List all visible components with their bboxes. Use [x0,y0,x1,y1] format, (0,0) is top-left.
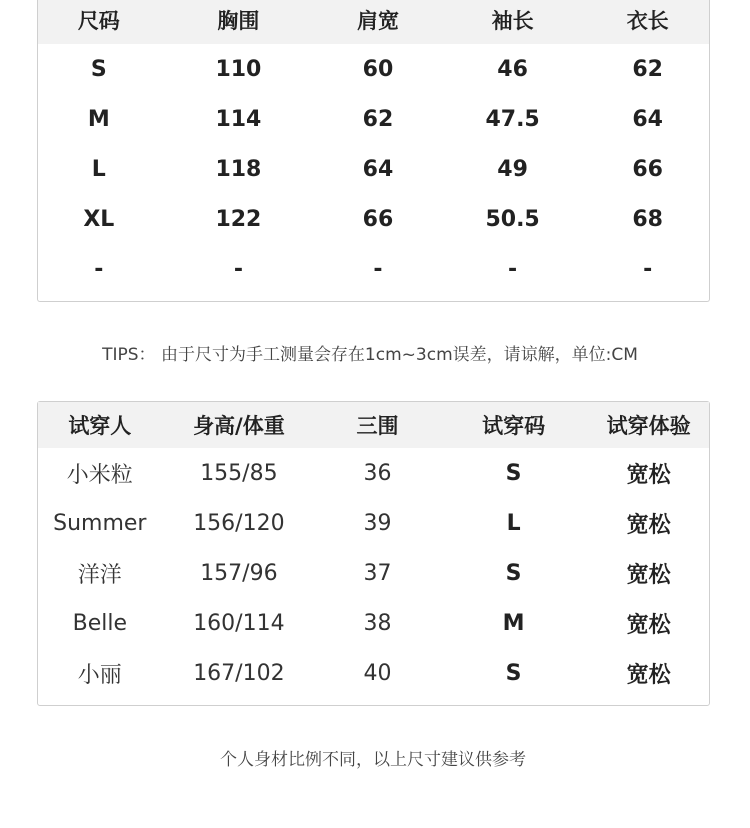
table-row [38,598,709,648]
cell-fit-experience: 宽松 [626,512,671,538]
header-height-weight: 身高/体重 [193,414,285,438]
table-row [38,244,709,294]
table-row [38,144,709,194]
cell-shoulder: 60 [362,56,394,82]
size-chart-table [37,0,710,302]
cell-length: 62 [632,56,663,82]
cell-chest: 118 [215,156,262,182]
cell-chest: - [233,256,243,282]
tryon-table [37,401,710,706]
cell-tester: Summer [53,510,147,536]
cell-fit-experience: 宽松 [626,562,671,588]
reference-note: 个人身材比例不同，以上尺寸建议供参考 [220,750,526,770]
table-row [38,498,709,548]
header-tryon-size: 试穿码 [482,414,546,438]
header-fit-experience: 试穿体验 [606,414,691,438]
cell-fit-experience: 宽松 [626,662,671,688]
cell-tester: 小米粒 [66,462,133,488]
header-shoulder: 肩宽 [356,9,399,33]
cell-size: S [90,56,107,82]
table-row [38,194,709,244]
table-row [38,648,709,698]
cell-sleeve: - [508,256,518,282]
cell-measurements: 38 [363,610,392,636]
cell-height-weight: 157/96 [200,560,278,586]
cell-measurements: 37 [363,560,392,586]
cell-length: 64 [632,106,663,132]
cell-chest: 114 [215,106,262,132]
cell-measurements: 39 [363,510,392,536]
cell-measurements: 36 [363,460,392,486]
cell-chest: 122 [215,206,262,232]
cell-tryon-size: M [502,610,525,636]
cell-sleeve: 49 [497,156,528,182]
cell-length: 66 [632,156,663,182]
table-row [38,94,709,144]
cell-tryon-size: S [505,460,522,486]
header-measurements: 三围 [356,414,399,438]
header-tester: 试穿人 [68,414,132,438]
cell-height-weight: 155/85 [200,460,278,486]
table-row [38,44,709,94]
cell-fit-experience: 宽松 [626,612,671,638]
cell-shoulder: - [373,256,383,282]
cell-sleeve: 47.5 [485,106,540,132]
header-size: 尺码 [77,9,120,33]
cell-size: XL [83,206,115,232]
cell-size: L [91,156,106,182]
header-length: 衣长 [626,9,669,33]
cell-tester: 洋洋 [77,562,122,588]
cell-sleeve: 50.5 [485,206,540,232]
cell-tester: 小丽 [77,662,122,688]
cell-shoulder: 62 [362,106,394,132]
cell-tryon-size: L [506,510,521,536]
cell-shoulder: 66 [362,206,394,232]
cell-length: - [643,256,653,282]
cell-size: M [87,106,110,132]
cell-size: - [94,256,104,282]
cell-fit-experience: 宽松 [626,462,671,488]
table-row [38,448,709,498]
measurement-tips: TIPS： 由于尺寸为手工测量会存在1cm~3cm误差，请谅解，单位:CM [102,345,638,365]
header-sleeve: 袖长 [491,9,534,33]
size-chart-header-row [38,0,709,44]
cell-chest: 110 [215,56,262,82]
cell-height-weight: 167/102 [193,660,285,686]
cell-height-weight: 156/120 [193,510,285,536]
cell-sleeve: 46 [497,56,528,82]
cell-height-weight: 160/114 [193,610,285,636]
cell-shoulder: 64 [362,156,394,182]
cell-measurements: 40 [363,660,392,686]
table-row [38,548,709,598]
cell-length: 68 [632,206,663,232]
cell-tryon-size: S [505,660,522,686]
tryon-header-row [38,402,709,448]
cell-tryon-size: S [505,560,522,586]
header-chest: 胸围 [217,9,260,33]
cell-tester: Belle [72,610,127,636]
